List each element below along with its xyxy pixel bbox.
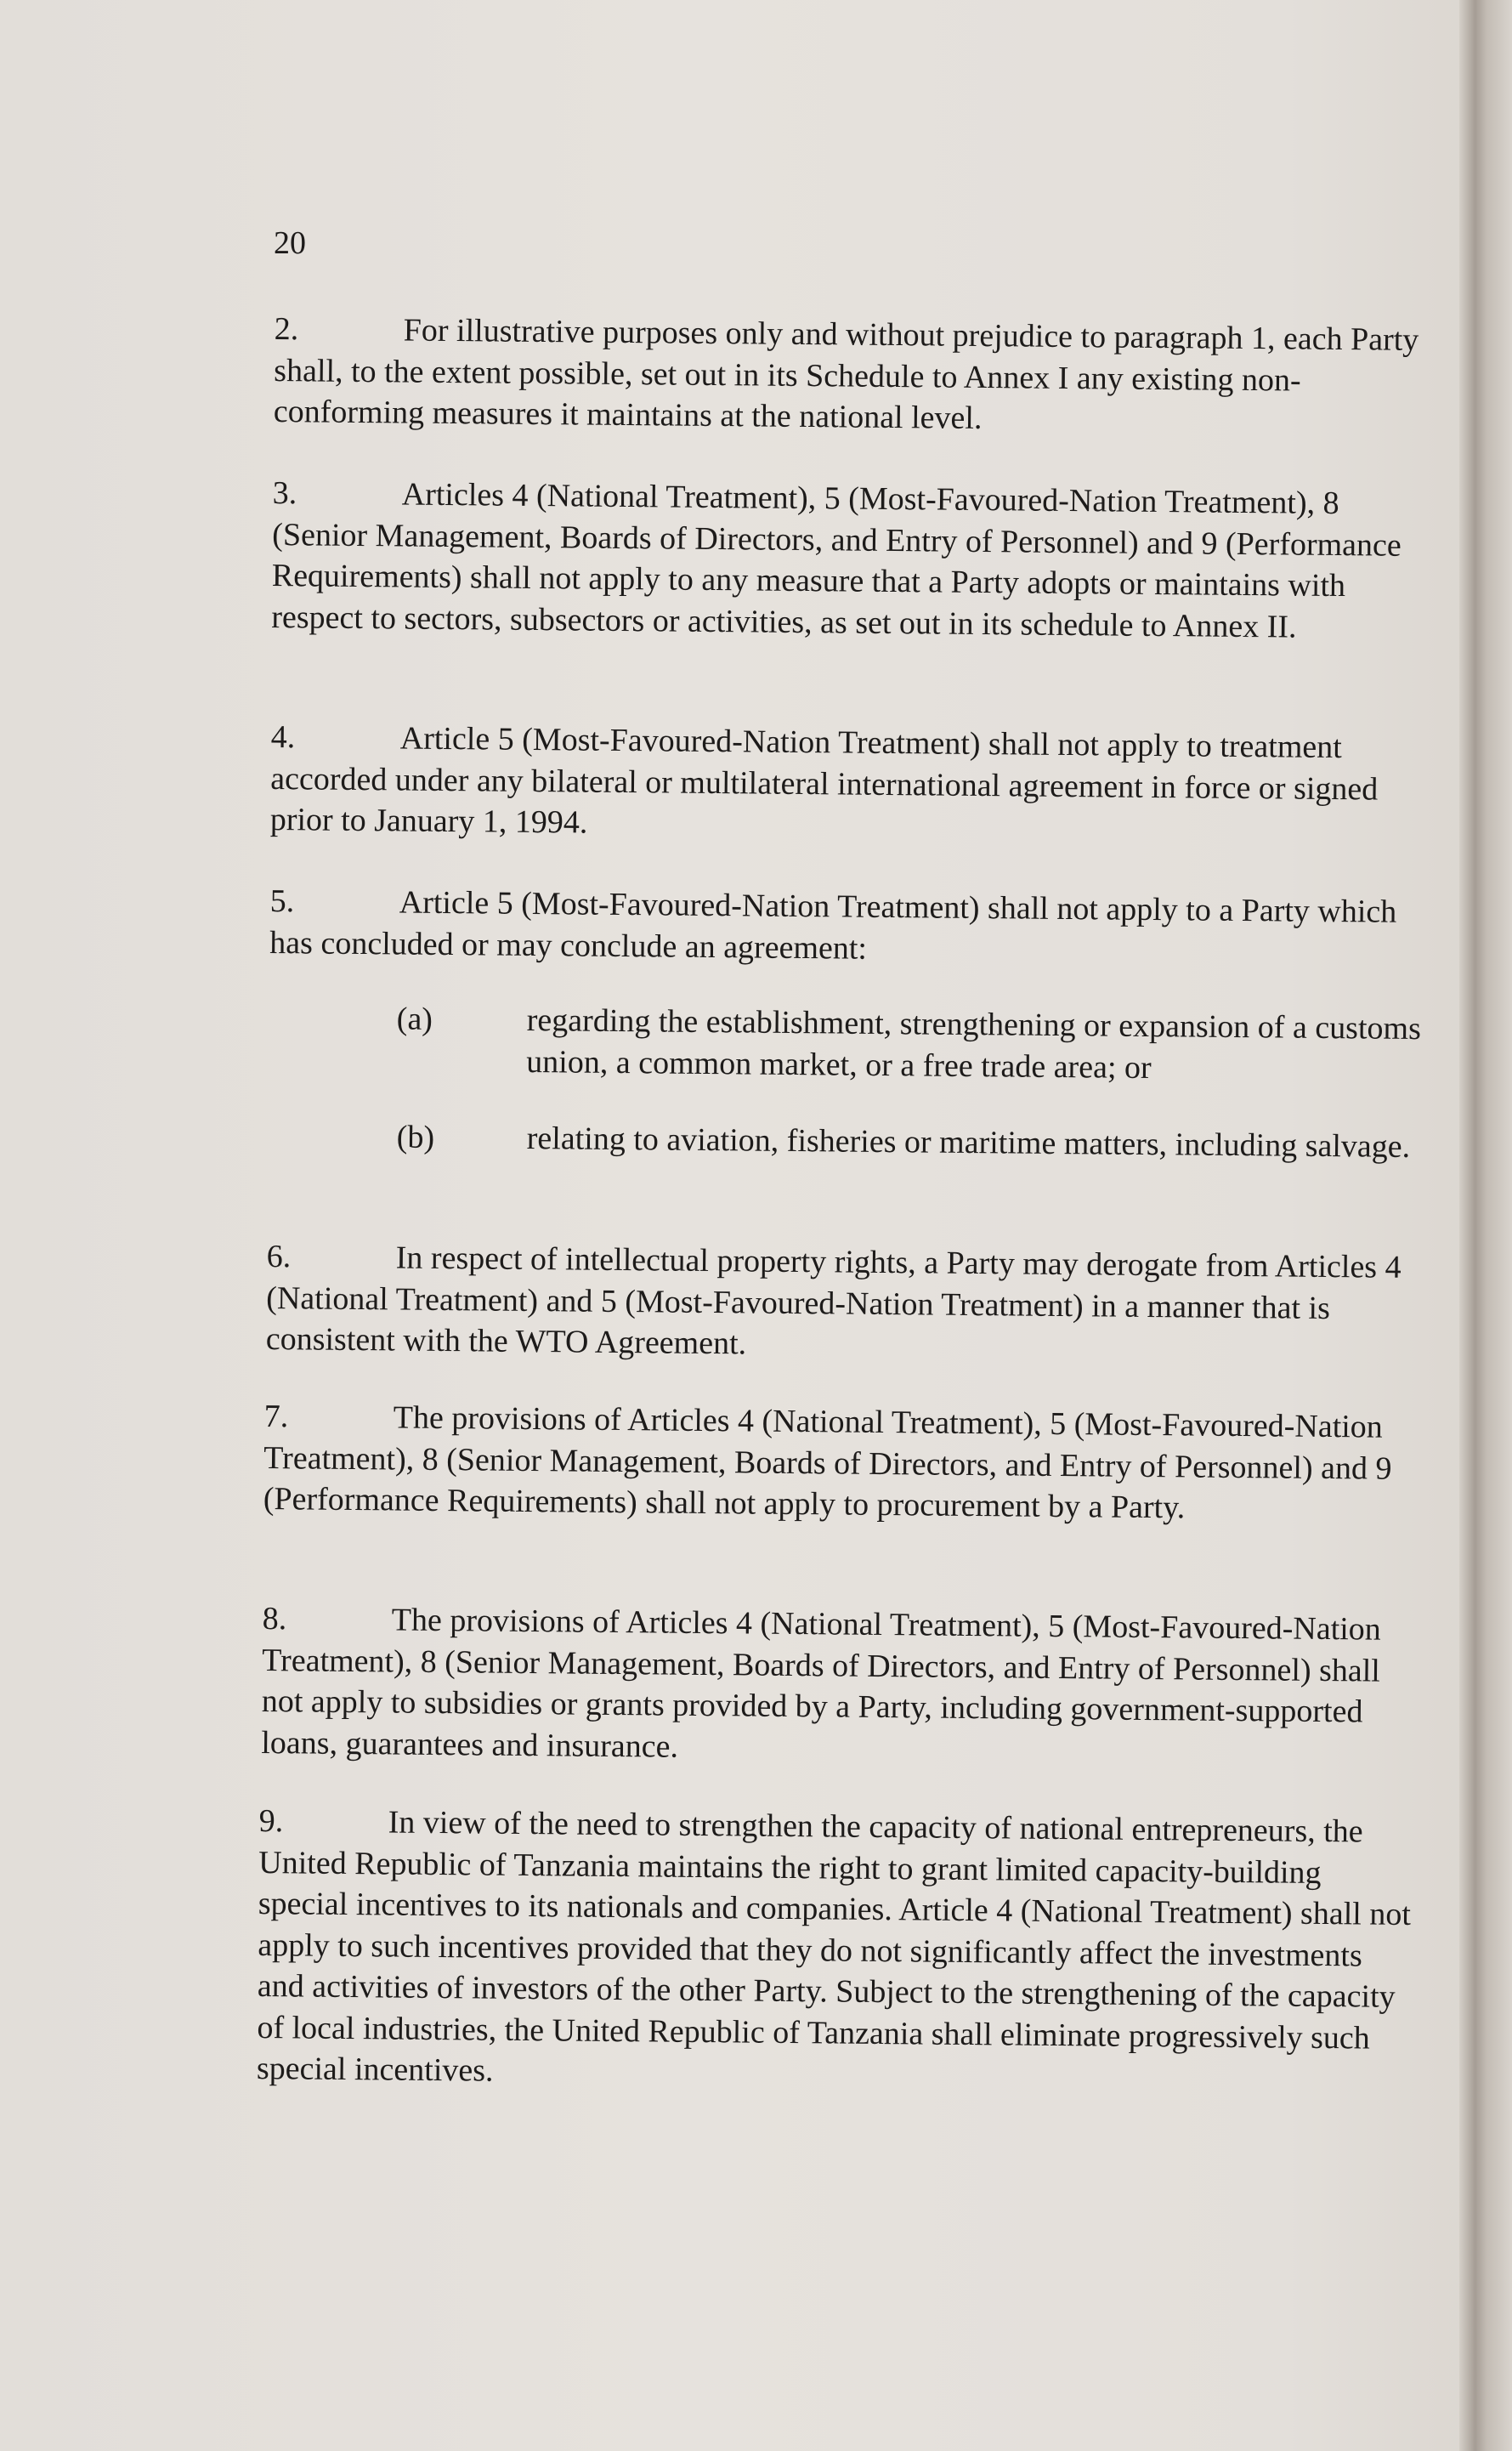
paragraph-number: 9. bbox=[258, 1802, 284, 1840]
paragraph-text: The provisions of Articles 4 (National Treatment), 5 (Most-Favoured-Nation Treatment), 8 (Senior Management, Boards of Directors, and Entry of Personnel) shall not apply to subsidies or grants provided by a Party, including government-supported loans, guarantees and insurance. bbox=[261, 1602, 1382, 1765]
paragraph-3 bbox=[271, 473, 1429, 649]
paragraph-8 bbox=[261, 1598, 1419, 1774]
subparagraph-text: relating to aviation, fisheries or maritime matters, including salvage. bbox=[526, 1120, 1411, 1165]
paragraph-9 bbox=[257, 1801, 1415, 2101]
paragraph-5 bbox=[269, 881, 1426, 974]
subparagraph-label: (a) bbox=[396, 1001, 433, 1037]
paragraph-text: In view of the need to strengthen the capacity of national entrepreneurs, the United Republic of Tanzania maintains the right to grant limited capacity-building special incentives to its nationals and companies. Article 4 (National Treatment) shall not apply to such incentives provided that they do not significantly affect the investments and activities of investors of the other Party. Subject to the strengthening of the capacity of local industries, the United Republic of Tanzania shall eliminate progressively such special incentives. bbox=[256, 1804, 1412, 2089]
paragraph-number: 7. bbox=[263, 1398, 289, 1435]
paragraph-text: For illustrative purposes only and without prejudice to paragraph 1, each Party shall, to the extent possible, set out in its Schedule to Annex I any existing non-conforming measures it maintains at the national level. bbox=[273, 312, 1419, 436]
book-gutter-shadow bbox=[1459, 0, 1512, 2451]
subparagraph-text: regarding the establishment, strengthening or expansion of a customs union, a common market, or a free trade area; or bbox=[526, 1001, 1422, 1086]
paragraph-number: 3. bbox=[272, 474, 297, 512]
subparagraph-b bbox=[396, 1118, 1428, 1168]
paragraph-6 bbox=[266, 1236, 1423, 1371]
paragraph-number: 4. bbox=[270, 718, 296, 756]
paragraph-2 bbox=[274, 309, 1430, 444]
subparagraph-label: (b) bbox=[396, 1119, 435, 1155]
paragraph-7 bbox=[263, 1396, 1420, 1531]
paragraph-text: In respect of intellectual property rights, a Party may derogate from Articles 4 (National Treatment) and 5 (Most-Favoured-Nation Treatment) in a manner that is consistent with the WTO Agreement. bbox=[265, 1240, 1402, 1362]
paragraph-text: The provisions of Articles 4 (National Treatment), 5 (Most-Favoured-Nation Treatment), 8 (Senior Management, Boards of Directors, and Entry of Personnel) and 9 (Performance Requirements) shall not apply to procurement by a Party. bbox=[263, 1399, 1392, 1526]
paragraph-number: 6. bbox=[266, 1238, 292, 1275]
subparagraph-a bbox=[396, 1000, 1428, 1091]
paragraph-4 bbox=[270, 717, 1427, 852]
paragraph-text: Article 5 (Most-Favoured-Nation Treatment) shall not apply to treatment accorded under any bilateral or multilateral international agreement in force or signed prior to January 1, 1994. bbox=[269, 720, 1379, 841]
paragraph-text: Articles 4 (National Treatment), 5 (Most-Favoured-Nation Treatment), 8 (Senior Management, Boards of Directors, and Entry of Personnel) and 9 (Performance Requirements) shall not apply to any measure that a Party adopts or maintains with respect to sectors, subsectors or activities, as set out in its schedule to Annex II. bbox=[271, 476, 1402, 645]
page-number: 20 bbox=[274, 225, 306, 261]
paragraph-number: 5. bbox=[269, 882, 295, 920]
paragraph-number: 8. bbox=[262, 1600, 287, 1637]
paragraph-text: Article 5 (Most-Favoured-Nation Treatment) shall not apply to a Party which has concluded or may conclude an agreement: bbox=[269, 884, 1397, 967]
paragraph-number: 2. bbox=[274, 310, 299, 348]
